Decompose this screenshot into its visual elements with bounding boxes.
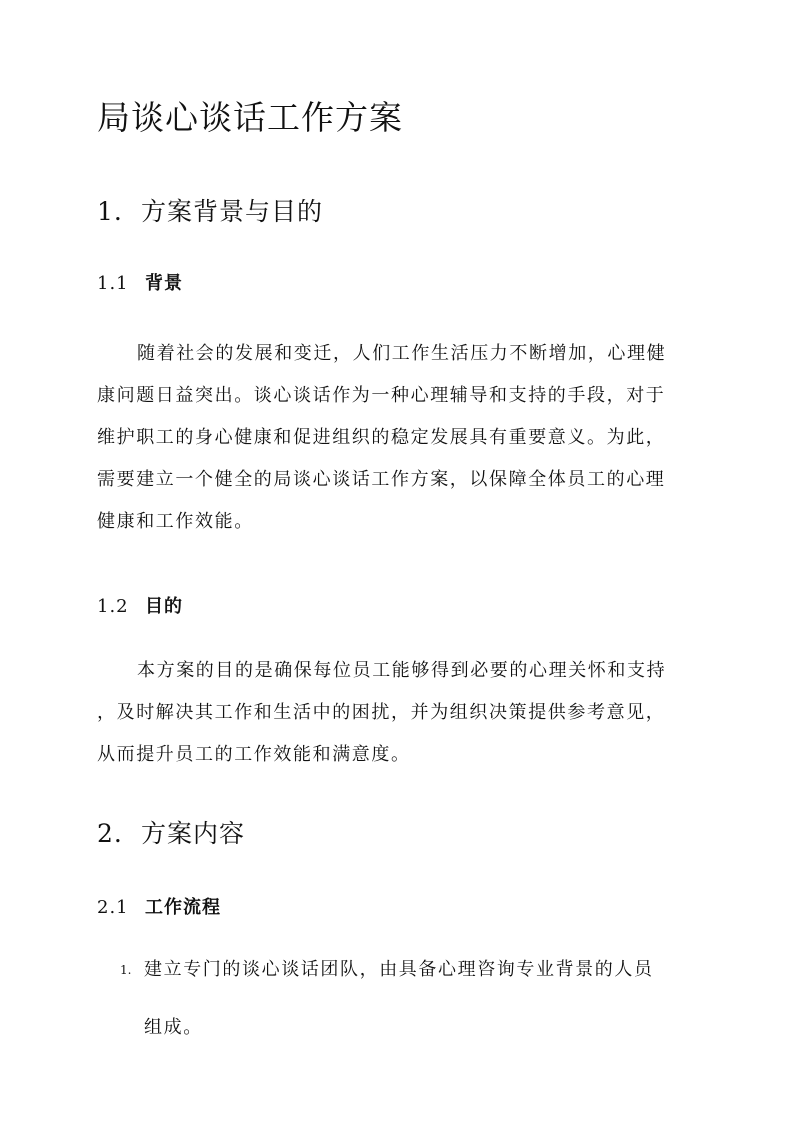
subsection-1-1-number: 1.1 bbox=[97, 273, 129, 294]
section-2-title: 方案内容 bbox=[141, 819, 246, 848]
section-1-number: 1. bbox=[97, 197, 123, 226]
purpose-paragraph bbox=[97, 650, 707, 776]
list-item-line: 建立专门的谈心谈话团队，由具备心理咨询专业背景的人员 bbox=[144, 959, 654, 980]
subsection-1-2-number: 1.2 bbox=[97, 596, 129, 617]
document-title: 局谈心谈话工作方案 bbox=[97, 98, 403, 137]
section-1-title: 方案背景与目的 bbox=[141, 197, 324, 226]
paragraph-line: ，及时解决其工作和生活中的困扰，并为组织决策提供参考意见， bbox=[97, 702, 666, 723]
paragraph-line: 康问题日益突出。谈心谈话作为一种心理辅导和支持的手段，对于 bbox=[97, 385, 666, 406]
list-item-line: 组成。 bbox=[144, 1017, 203, 1038]
paragraph-line: 健康和工作效能。 bbox=[97, 511, 254, 532]
paragraph-line: 本方案的目的是确保每位员工能够得到必要的心理关怀和支持 bbox=[137, 660, 667, 681]
list-item bbox=[120, 941, 700, 1057]
subsection-2-1-number: 2.1 bbox=[97, 897, 129, 918]
subsection-2-1-title: 工作流程 bbox=[145, 897, 221, 918]
paragraph-line: 需要建立一个健全的局谈心谈话工作方案，以保障全体员工的心理 bbox=[97, 469, 666, 490]
subsection-2-1-heading bbox=[97, 895, 221, 921]
paragraph-line: 从而提升员工的工作效能和满意度。 bbox=[97, 744, 411, 765]
paragraph-line: 维护职工的身心健康和促进组织的稳定发展具有重要意义。为此， bbox=[97, 427, 666, 448]
background-paragraph bbox=[97, 333, 707, 543]
list-item-marker: 1. bbox=[120, 963, 132, 977]
section-1-heading bbox=[97, 195, 323, 229]
subsection-1-1-heading bbox=[97, 271, 183, 297]
subsection-1-2-heading bbox=[97, 594, 183, 620]
section-2-heading bbox=[97, 817, 245, 851]
subsection-1-2-title: 目的 bbox=[145, 596, 183, 617]
paragraph-line: 随着社会的发展和变迁，人们工作生活压力不断增加，心理健 bbox=[137, 343, 667, 364]
subsection-1-1-title: 背景 bbox=[145, 273, 183, 294]
section-2-number: 2. bbox=[97, 819, 123, 848]
